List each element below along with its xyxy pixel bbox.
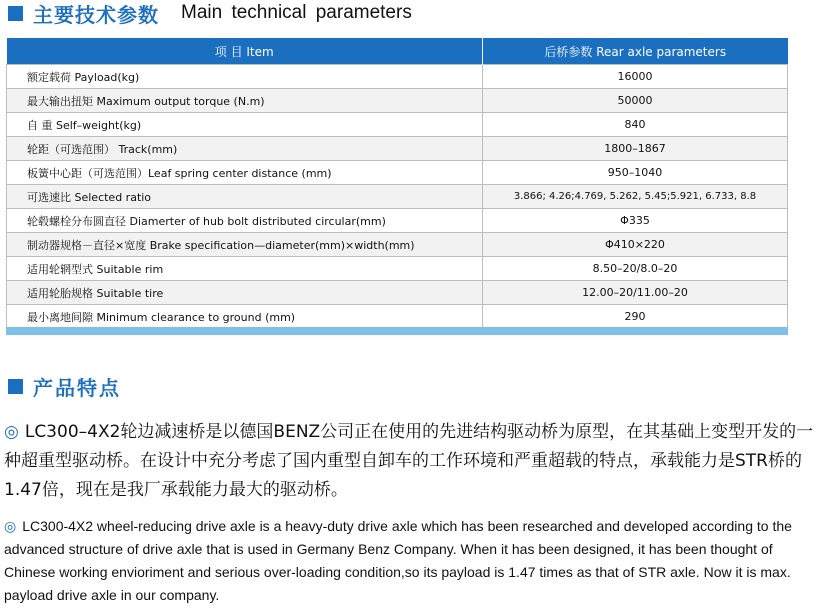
header-rear-axle: 后桥参数 Rear axle parameters [483, 38, 788, 65]
row-item: 制动器规格－直径×宽度 Brake specification—diameter(mm)×width(mm) [7, 233, 483, 257]
row-item: 最大输出扭矩 Maximum output torque (N.m) [7, 89, 483, 113]
table-row [7, 113, 788, 137]
row-item: 适用轮胎规格 Suitable tire [7, 281, 483, 305]
paragraph-text: LC300–4X2轮边减速桥是以德国BENZ公司正在使用的先进结构驱动桥为原型，在其基础上变型开发的一种超重型驱动桥。在设计中充分考虑了国内重型自卸车的工作环境和严重超载的特点，承载能力是STR桥的1.47倍，现在是我厂承载能力最大的驱动桥。 [4, 422, 814, 500]
row-value: 950–1040 [483, 161, 788, 185]
section-square-icon [8, 379, 23, 394]
table-row [7, 161, 788, 185]
row-item: 自 重 Self–weight(kg) [7, 113, 483, 137]
row-value: 290 [483, 305, 788, 329]
table-row [7, 137, 788, 161]
table-row [7, 89, 788, 113]
section-title-features [8, 372, 121, 400]
section-title-main-parameters [8, 0, 412, 26]
row-item: 额定载荷 Payload(kg) [7, 65, 483, 89]
paragraph-text: LC300-4X2 wheel-reducing drive axle is a heavy-duty drive axle which has been researched and developed according to the advanced structure of drive axle that is used in Germany Benz Company. When it has been designed, it has been thought of Chinese working envioriment and serious over-loading condition,so its payload is 1.47 times as that of STR axle. Now it is max. payload drive axle in our company. [4, 518, 792, 603]
row-value: 16000 [483, 65, 788, 89]
bullet-circle-icon: ◎ [4, 422, 19, 442]
section-title-en: Main technical parameters [181, 2, 412, 23]
row-item: 可选速比 Selected ratio [7, 185, 483, 209]
table-row [7, 233, 788, 257]
table-bottom-bar [6, 327, 788, 335]
feature-paragraph-cn [4, 418, 820, 505]
table-row [7, 185, 788, 209]
table-row [7, 209, 788, 233]
table-row [7, 305, 788, 329]
row-value: 3.866; 4.26;4.769, 5.262, 5.45;5.921, 6.733, 8.8 [483, 185, 788, 209]
row-value: 50000 [483, 89, 788, 113]
row-value: Φ335 [483, 209, 788, 233]
section-title-cn: 主要技术参数 [33, 2, 159, 27]
row-value: 1800–1867 [483, 137, 788, 161]
row-item: 板簧中心距（可选范围）Leaf spring center distance (mm) [7, 161, 483, 185]
table-header-row [7, 38, 788, 65]
bullet-circle-icon: ◎ [4, 518, 17, 534]
section-title-cn: 产品特点 [33, 375, 121, 400]
row-item: 适用轮辋型式 Suitable rim [7, 257, 483, 281]
row-value: 12.00–20/11.00–20 [483, 281, 788, 305]
table-row [7, 65, 788, 89]
row-value: 840 [483, 113, 788, 137]
row-item: 轮毂螺栓分布圆直径 Diamerter of hub bolt distributed circular(mm) [7, 209, 483, 233]
table-row [7, 257, 788, 281]
table-row [7, 281, 788, 305]
parameters-table [6, 38, 788, 329]
header-item: 项 目 Item [7, 38, 483, 65]
feature-paragraph-en [4, 515, 820, 607]
row-value: 8.50–20/8.0–20 [483, 257, 788, 281]
row-item: 轮距（可选范围） Track(mm) [7, 137, 483, 161]
row-value: Φ410×220 [483, 233, 788, 257]
row-item: 最小离地间隙 Minimum clearance to ground (mm) [7, 305, 483, 329]
section-square-icon [8, 6, 23, 21]
